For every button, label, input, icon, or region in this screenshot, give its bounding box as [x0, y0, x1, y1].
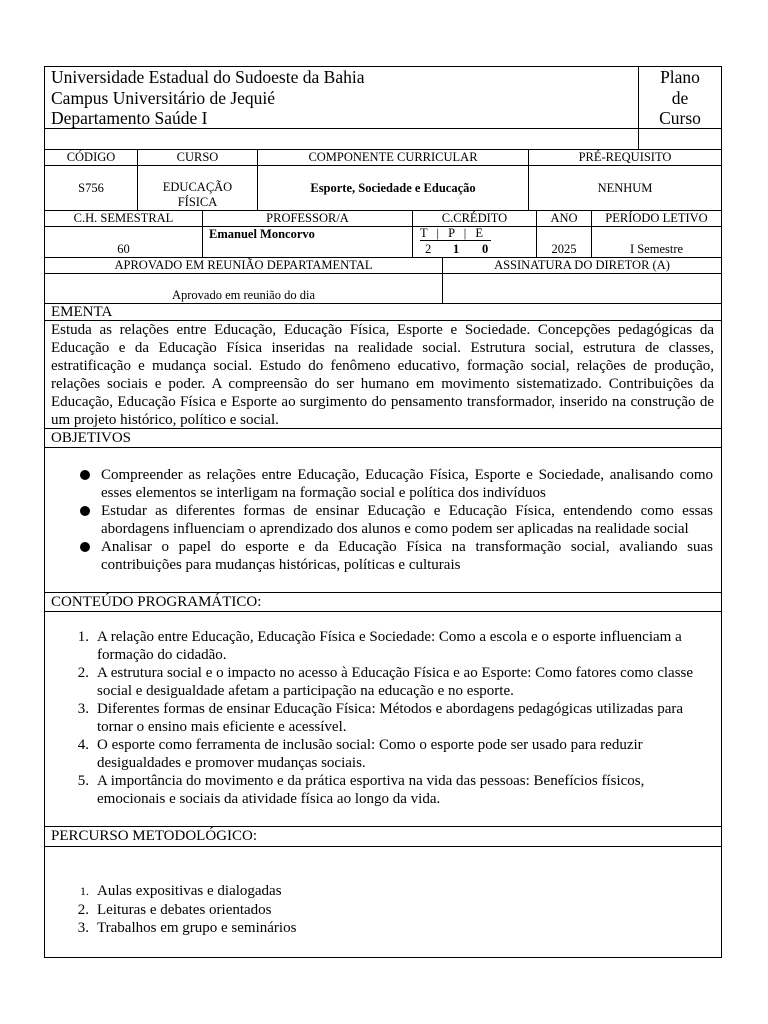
- objetivo-text: Estudar as diferentes formas de ensinar Educação e Educação Física, entendendo como essas abordagens influenciam o aprendizado dos alunos e como podem ser aplicadas na realidade social: [101, 503, 713, 537]
- aprovacao-text: Aprovado em reunião do dia: [171, 288, 315, 302]
- credito-sub-labels: T | P | E: [420, 227, 491, 241]
- percurso-text: Leituras e debates orientados: [97, 901, 272, 918]
- componente-value: [257, 166, 528, 210]
- list-item: [45, 538, 721, 574]
- percurso-text: Aulas expositivas e dialogadas: [97, 883, 282, 899]
- ano-text: 2025: [551, 242, 577, 256]
- codigo-label: CÓDIGO: [66, 150, 116, 164]
- prerequisito-text: NENHUM: [597, 180, 653, 195]
- spacer-row: [45, 128, 721, 149]
- list-number: 4.: [77, 737, 89, 753]
- identification-header-row: [45, 149, 721, 165]
- list-number: 5.: [77, 773, 89, 789]
- componente-label: COMPONENTE CURRICULAR: [257, 150, 528, 165]
- course-plan-form: [44, 66, 722, 958]
- conteudo-title-row: [45, 592, 721, 611]
- percurso-text: Trabalhos em grupo e seminários: [97, 920, 297, 936]
- objetivos-title: OBJETIVOS: [51, 430, 132, 446]
- list-number: 3.: [77, 701, 89, 717]
- curso-value: [137, 166, 257, 210]
- document-title-line: Curso: [659, 108, 701, 128]
- objetivo-text: Compreender as relações entre Educação, Educação Física, Esporte e Sociedade, analisando como esses elementos se interligam na formação social e política dos indivíduos: [101, 467, 713, 501]
- header-row: [45, 67, 721, 128]
- list-item: [45, 628, 721, 664]
- ch-semestral-label: C.H. SEMESTRAL: [73, 211, 174, 225]
- objetivos-title-row: [45, 428, 721, 447]
- list-number: 2.: [77, 665, 89, 681]
- document-title-line: de: [671, 87, 689, 108]
- schedule-value-row: [45, 226, 721, 257]
- institution-name: Universidade Estadual do Sudoeste da Bahia: [51, 67, 365, 87]
- conteudo-text: A estrutura social e o impacto no acesso à Educação Física e ao Esporte: Como fatores como classe social e desigualdade afetam a participação na educação e no esporte.: [97, 665, 694, 699]
- bullet-icon: [80, 470, 90, 480]
- list-item: [45, 664, 721, 700]
- conteudo-text: A relação entre Educação, Educação Física e Sociedade: Como a escola e o esporte influenciam a formação do cidadão.: [97, 629, 682, 663]
- list-item: [45, 736, 721, 772]
- prerequisito-label: PRÉ-REQUISITO: [528, 150, 721, 165]
- ementa-title-row: [45, 303, 721, 320]
- list-number: 1.: [77, 629, 89, 645]
- ch-semestral-value: [45, 227, 202, 257]
- assinatura-field: [442, 274, 721, 303]
- ementa-text: Estuda as relações entre Educação, Educação Física, Esporte e Sociedade. Concepções pedagógicas da Educação e da Educação Física inseridas na realidade social. Estrutura social, estrutura de classes, estratificação e mudança social. Estudo do fenômeno educativo, formação social, relações de produção, relações sociais e poder. A compreensão do ser humano em movimento sistematizado. Contribuições da Educação, Educação Física e Esporte ao surgimento do pensamento transformador, inserido na construção de um projeto histórico, político e social.: [51, 322, 714, 428]
- periodo-value: [591, 227, 721, 257]
- identification-value-row: [45, 165, 721, 210]
- department-name: Departamento Saúde I: [51, 108, 208, 128]
- professor-label: PROFESSOR/A: [202, 211, 412, 226]
- ementa-text-row: [45, 320, 721, 428]
- conteudo-content-row: [45, 611, 721, 826]
- objetivos-content-row: [45, 447, 721, 592]
- aprovacao-label: APROVADO EM REUNIÃO DEPARTAMENTAL: [114, 258, 373, 272]
- ementa-title: EMENTA: [51, 304, 113, 320]
- list-item: [45, 466, 721, 502]
- list-item: [45, 882, 721, 901]
- list-item: [45, 700, 721, 736]
- prerequisito-value: [528, 166, 721, 210]
- componente-text: Esporte, Sociedade e Educação: [310, 180, 476, 195]
- list-number: 2.: [77, 901, 89, 918]
- ano-value: [536, 227, 591, 257]
- credito-teorico: 2: [425, 242, 432, 256]
- ano-label: ANO: [536, 211, 591, 226]
- assinatura-label: ASSINATURA DO DIRETOR (A): [442, 258, 721, 273]
- approval-value-row: [45, 273, 721, 303]
- empty-cell: [45, 129, 638, 149]
- objetivo-text: Analisar o papel do esporte e da Educação Física na transformação social, avaliando suas contribuições para mudanças históricas, políticas e culturais: [101, 539, 713, 573]
- ch-semestral-text: 60: [117, 242, 130, 256]
- objetivos-list: [45, 448, 721, 592]
- professor-value: [202, 227, 412, 257]
- professor-name: Emanuel Moncorvo: [209, 227, 315, 241]
- periodo-text: I Semestre: [629, 242, 684, 256]
- bullet-icon: [80, 506, 90, 516]
- curso-text: EDUCAÇÃO FÍSICA: [162, 180, 233, 209]
- approval-header-row: [45, 257, 721, 273]
- list-number: 1.: [80, 884, 89, 898]
- campus-name: Campus Universitário de Jequié: [51, 87, 276, 108]
- list-item: [45, 919, 721, 938]
- list-number: 3.: [77, 920, 89, 936]
- list-item: [45, 772, 721, 808]
- conteudo-text: A importância do movimento e da prática esportiva na vida das pessoas: Benefícios físicos, emocionais e sociais da atividade física ao longo da vida.: [97, 773, 645, 807]
- list-item: [45, 901, 721, 920]
- percurso-title-row: [45, 826, 721, 846]
- empty-cell: [638, 129, 721, 149]
- aprovacao-value: [45, 274, 442, 303]
- list-item: [45, 502, 721, 538]
- bullet-icon: [80, 542, 90, 552]
- institution-block: [45, 67, 638, 128]
- credito-estagio: 0: [482, 242, 489, 256]
- periodo-label: PERÍODO LETIVO: [591, 211, 721, 226]
- conteudo-title: CONTEÚDO PROGRAMÁTICO:: [51, 594, 262, 610]
- curso-label: CURSO: [137, 150, 257, 165]
- conteudo-text: Diferentes formas de ensinar Educação Física: Métodos e abordagens pedagógicas utilizadas para tornar o ensino mais eficiente e acessível.: [97, 701, 684, 735]
- credito-label: C.CRÉDITO: [412, 211, 536, 226]
- credito-value: [412, 227, 536, 257]
- percurso-title: PERCURSO METODOLÓGICO:: [51, 828, 257, 844]
- conteudo-list: [45, 612, 721, 826]
- document-title-line: Plano: [660, 67, 700, 87]
- percurso-content-row: [45, 846, 721, 957]
- percurso-list: [45, 847, 721, 957]
- credito-pratico: 1: [453, 242, 460, 256]
- schedule-header-row: [45, 210, 721, 226]
- conteudo-text: O esporte como ferramenta de inclusão social: Como o esporte pode ser usado para reduzir desigualdades e promover mudanças sociais.: [97, 737, 643, 771]
- codigo-value: [45, 166, 137, 210]
- document-title: [638, 67, 721, 128]
- codigo-text: S756: [78, 180, 104, 195]
